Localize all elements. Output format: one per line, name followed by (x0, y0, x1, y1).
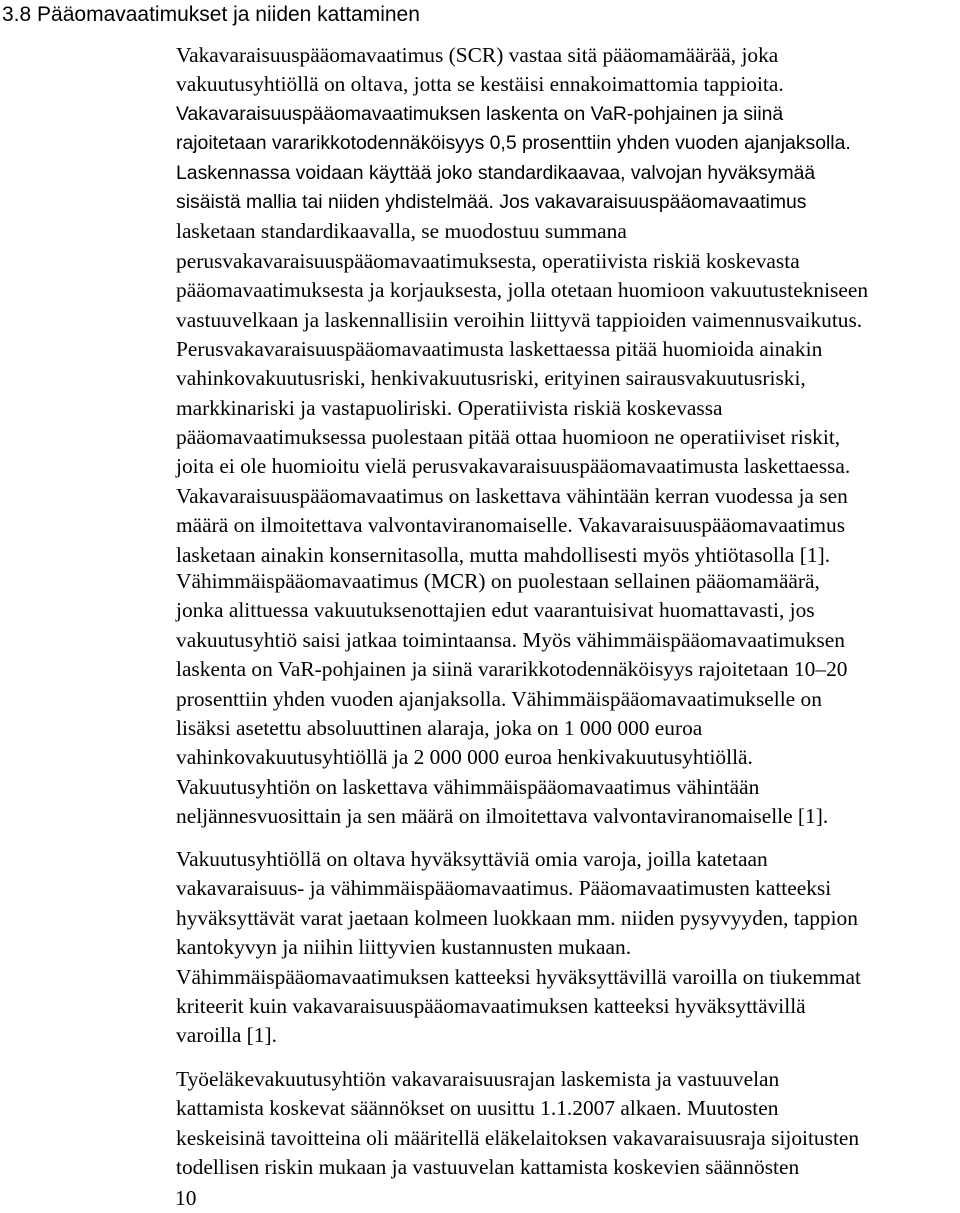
page-number: 10 (175, 1186, 197, 1210)
text-line: markkinariski ja vastapuoliriski. Operatiivista riskiä koskevassa (176, 395, 723, 420)
paragraph-scr (176, 41, 868, 570)
text-line: keskeisinä tavoitteina oli määritellä eläkelaitoksen vakavaraisuusraja sijoitusten (176, 1125, 860, 1150)
text-line: lasketaan standardikaavalla, se muodostuu summana (176, 219, 627, 244)
text-line: Työeläkevakuutusyhtiön vakavaraisuusrajan laskemista ja vastuuvelan (176, 1067, 780, 1091)
text-line: Vakuutusyhtiön on laskettava vähimmäispääomavaatimus vähintään (176, 774, 760, 799)
text-line: pääomavaatimuksesta ja korjauksesta, jolla otetaan huomioon vakuutustekniseen (176, 278, 869, 303)
text-line: Vähimmäispääomavaatimuksen katteeksi hyväksyttävillä varoilla on tiukemmat (176, 964, 861, 989)
text-line: vastuuvelkaan ja laskennallisiin veroihin liittyvä tappioiden vaimennusvaikutus. (176, 307, 863, 332)
text-line: varoilla [1]. (176, 1023, 277, 1048)
text-line: neljännesvuosittain ja sen määrä on ilmoitettava valvontaviranomaiselle [1]. (176, 804, 829, 829)
text-line: vahinkovakuutusyhtiöllä ja 2 000 000 euroa henkivakuutusyhtiöllä. (176, 745, 753, 770)
text-line: pääomavaatimuksessa puolestaan pitää ottaa huomioon ne operatiiviset riskit, (176, 425, 841, 450)
text-line: hyväksyttävät varat jaetaan kolmeen luokkaan mm. niiden pysyvyyden, tappion (176, 905, 858, 930)
paragraph-own-funds (176, 845, 861, 1051)
text-line: todellisen riskin mukaan ja vastuuvelan kattamista koskevien säännösten (176, 1155, 800, 1180)
text-line: Laskennassa voidaan käyttää joko standardikaavaa, valvojan hyväksymää (176, 161, 816, 184)
text-line: lisäksi asetettu absoluuttinen alaraja, joka on 1 000 000 euroa (176, 715, 703, 740)
text-line: kantokyvyn ja niihin liittyvien kustannusten mukaan. (176, 935, 632, 960)
text-line: vahinkovakuutusriski, henkivakuutusriski, erityinen sairausvakuutusriski, (176, 366, 806, 391)
text-line: vakuutusyhtiöllä on oltava, jotta se kestäisi ennakoimattomia tappioita. (176, 72, 784, 97)
text-line: jonka alittuessa vakuutuksenottajien edut vaarantuisivat huomattavasti, jos (176, 598, 815, 623)
text-line: vakuutusyhtiö saisi jatkaa toimintaansa. Myös vähimmäispääomavaatimuksen (176, 627, 845, 652)
text-line: kriteerit kuin vakavaraisuuspääomavaatimuksen katteeksi hyväksyttävillä (176, 993, 806, 1018)
text-line: vakavaraisuus- ja vähimmäispääomavaatimus. Pääomavaatimusten katteeksi (176, 876, 832, 901)
text-line: lasketaan ainakin konsernitasolla, mutta mahdollisesti myös yhtiötasolla [1]. (176, 542, 831, 567)
text-line: joita ei ole huomioitu vielä perusvakavaraisuuspääomavaatimusta laskettaessa. (176, 454, 851, 479)
text-line: määrä on ilmoitettava valvontaviranomaiselle. Vakavaraisuuspääomavaatimus (176, 513, 846, 538)
text-line: Vähimmäispääomavaatimus (MCR) on puolestaan sellainen pääomamäärä, (176, 569, 820, 593)
text-line: Vakavaraisuuspääomavaatimus (SCR) vastaa sitä pääomamäärää, joka (176, 43, 779, 67)
text-line: Vakavaraisuuspääomavaatimuksen laskenta on VaR-pohjainen ja siinä (176, 102, 784, 125)
text-line: Perusvakavaraisuuspääomavaatimusta laskettaessa pitää huomioida ainakin (176, 336, 823, 361)
paragraph-pension (176, 1065, 859, 1183)
text-line: Vakuutusyhtiöllä on oltava hyväksyttäviä omia varoja, joilla katetaan (176, 847, 768, 871)
text-line: sisäistä mallia tai niiden yhdistelmää. Jos vakavaraisuuspääomavaatimus (176, 190, 807, 213)
text-line: Vakavaraisuuspääomavaatimus on laskettava vähintään kerran vuodessa ja sen (176, 483, 848, 508)
paragraph-mcr (176, 567, 847, 832)
text-line: perusvakavaraisuuspääomavaatimuksesta, operatiivista riskiä koskevasta (176, 248, 800, 273)
text-line: laskenta on VaR-pohjainen ja siinä vararikkotodennäköisyys rajoitetaan 10–20 (176, 657, 848, 682)
text-line: prosenttiin yhden vuoden ajanjaksolla. Vähimmäispääomavaatimukselle on (176, 686, 822, 711)
text-line: kattamista koskevat säännökset on uusittu 1.1.2007 alkaen. Muutosten (176, 1096, 779, 1121)
text-line: rajoitetaan vararikkotodennäköisyys 0,5 prosenttiin yhden vuoden ajanjaksolla. (176, 132, 851, 155)
section-heading: 3.8 Pääomavaatimukset ja niiden kattaminen (2, 3, 420, 26)
